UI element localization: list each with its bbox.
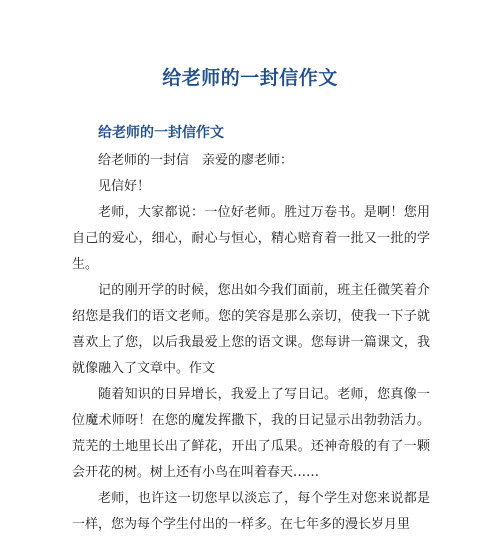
body-paragraph: 记的刚开学的时候，您出如今我们面前，班主任微笑着介绍您是我们的语文老师。您的笑容是那么亲切，使我一下子就喜欢上了您，以后我最爱上您的语文课。您每讲一篇课文，我就像融入了文章中。作文 [72, 283, 430, 376]
letter-greeting: 见信好！ [98, 179, 151, 194]
body-paragraph: 老师，也许这一切您早以淡忘了，每个学生对您来说都是一样，您为每个学生付出的一样多。在七年多的漫长岁月里 [72, 491, 430, 532]
body-paragraph: 老师，大家都说：一位好老师。胜过万卷书。是啊！您用自己的爱心，细心，耐心与恒心，精心赔育着一批又一批的学生。 [72, 205, 430, 272]
document-title: 给老师的一封信作文 [162, 67, 338, 89]
body-paragraph: 随着知识的日异增长，我爱上了写日记。老师，您真像一位魔术师呀！在您的魔发挥撒下，我的日记显示出勃勃活力。荒芜的土地里长出了鲜花，开出了瓜果。还神奇般的有了一颗会开花的树。树上还有小鸟在叫着春天…… [72, 387, 430, 480]
section-heading: 给老师的一封信作文 [98, 125, 224, 141]
letter-body [72, 148, 430, 538]
letter-salutation: 给老师的一封信 亲爱的廖老师： [98, 153, 294, 168]
